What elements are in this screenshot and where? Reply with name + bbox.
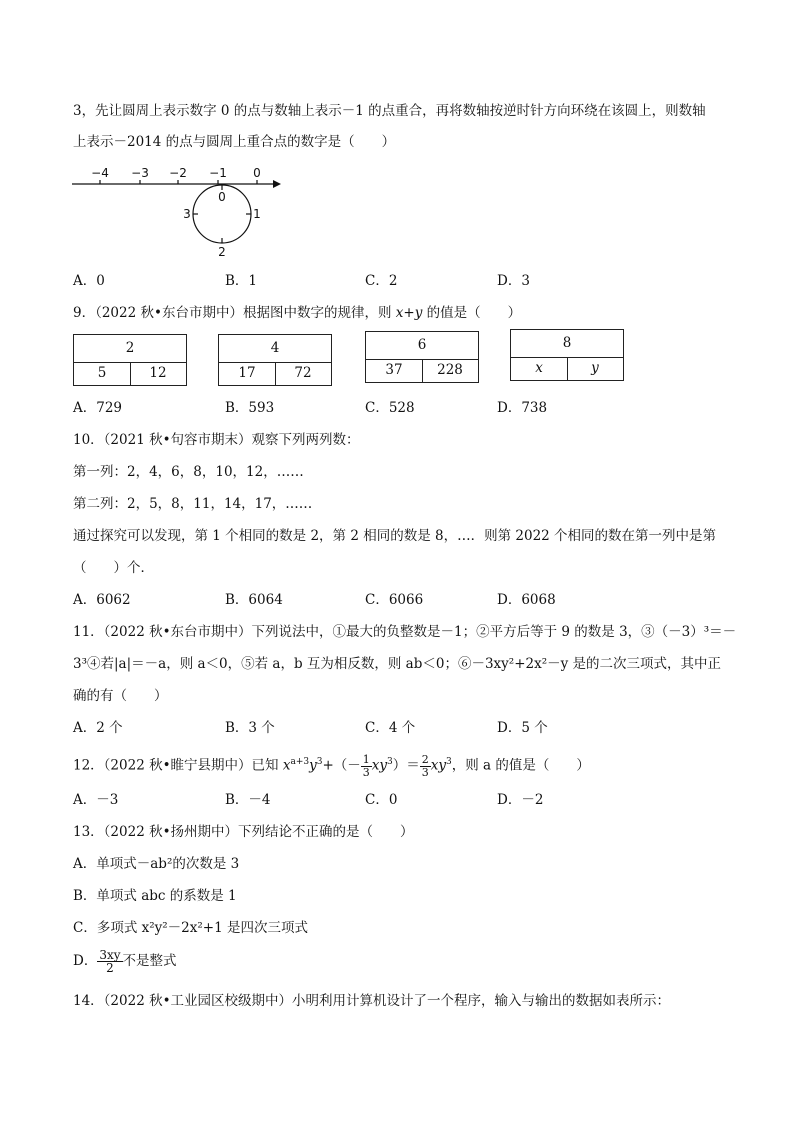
number-box-1 [73,334,187,386]
number-box-4 [510,329,624,381]
q12-suffix: ，则 a 的值是（ ） [451,757,590,774]
q11-line3: 确的有（ ） [73,688,168,704]
box-top: 4 [219,335,331,363]
box-right: 72 [294,365,312,381]
fraction-num: 2 [421,752,429,766]
box-top: 8 [511,330,623,358]
q9-stem [73,304,521,322]
q9-options [73,399,733,417]
q12-options [73,791,733,809]
q9-var-x: x [395,305,404,321]
option-b[interactable]: B．6064 [225,592,283,608]
q10-line3: 通过探究可以发现，第 1 个相同的数是 2，第 2 相同的数是 8，…．则第 2022 个相同的数在第一列中是第 [73,528,717,544]
option-b[interactable]: B．3 个 [225,720,275,736]
box-right: y [591,360,599,376]
fraction-den: 2 [106,961,114,975]
box-top: 6 [366,332,478,360]
fraction-one-third [361,754,372,779]
fraction-3xy-over-2 [97,949,122,974]
q11-line1: 11．（2022 秋•东台市期中）下列说法中，①最大的负整数是－1；②平方后等于 9 的数是 3，③（－3）³＝－ [73,624,737,640]
box-left: x [511,357,568,380]
option-a[interactable]: A．－3 [73,792,119,808]
q12-exp: 3 [316,757,323,767]
fraction-num: 3xy [99,948,121,962]
option-c[interactable]: C．4 个 [365,720,416,736]
q12-term-xy: xy [371,757,388,774]
q10-stem: 10．（2021 秋•句容市期末）观察下列两列数： [73,432,360,448]
box-right: 12 [149,365,167,381]
option-a[interactable]: A．2 个 [73,720,123,736]
q14-stem: 14．（2022 秋•工业园区校级期中）小明利用计算机设计了一个程序，输入与输出的数据如表所示： [73,993,671,1009]
q9-stem-suffix: 的值是（ ） [422,305,522,321]
option-d[interactable]: D．3 [497,273,530,289]
fraction-num: 1 [362,752,370,766]
q12-exp: 3 [446,757,452,767]
q10-options [73,591,733,609]
option-d[interactable]: D．738 [497,400,548,416]
option-a[interactable]: A．6062 [73,592,131,608]
axis-label: −1 [209,166,227,180]
q12-exp: a+3 [290,757,310,767]
q11-line2: 3³④若|a|＝－a，则 a＜0，⑤若 a，b 互为相反数，则 ab＜0；⑥－3xy²+2x²－y 是的二次三项式，其中正 [73,656,722,672]
box-left: 5 [74,362,131,385]
q12-prefix: 12．（2022 秋•睢宁县期中）已知 [73,757,283,774]
q12-mid: +（－ [322,757,361,774]
number-box-2 [218,334,332,386]
q12-term-y: y [309,757,317,774]
number-line-circle-figure [70,160,290,260]
box-left: 37 [366,359,423,382]
q10-line4: （ ）个． [73,560,154,576]
option-d[interactable]: D．5 个 [497,720,548,736]
circle-label-left: 3 [183,207,191,221]
option-a[interactable]: A．0 [73,273,105,289]
q12-term-x: x [282,757,291,774]
axis-label: −3 [131,166,149,180]
box-left: 17 [219,362,276,385]
q13-optd-suffix: 不是整式 [122,953,177,969]
q13-option-b[interactable]: B．单项式 abc 的系数是 1 [73,888,237,904]
fraction-two-thirds [420,754,431,779]
q3-stem-line2: 上表示－2014 的点与圆周上重合点的数字是（ ） [73,134,396,150]
q3-stem-line1: 3，先让圆周上表示数字 0 的点与数轴上表示－1 的点重合，再将数轴按逆时针方向环绕在该圆上，则数轴 [73,103,706,119]
number-box-3 [365,331,479,383]
circle-label-top: 0 [218,190,226,204]
q10-row1: 第一列：2，4，6，8，10，12，…… [73,464,304,480]
option-c[interactable]: C．528 [365,400,415,416]
q3-options [73,272,733,290]
q12-exp: 3 [387,757,393,767]
q9-plus: + [403,305,415,321]
fraction-den: 3 [421,765,429,779]
box-top: 2 [74,335,186,363]
option-d[interactable]: D．－2 [497,792,544,808]
q13-option-c[interactable]: C．多项式 x²y²－2x²+1 是四次三项式 [73,920,308,936]
axis-label: 0 [253,166,261,180]
circle-label-bottom: 2 [218,245,226,259]
option-c[interactable]: C．6066 [365,592,424,608]
q13-option-a[interactable]: A．单项式－ab²的次数是 3 [73,856,240,872]
q9-var-y: y [414,305,423,321]
circle-label-right: 1 [253,207,261,221]
q11-options [73,719,733,737]
q13-option-d[interactable] [73,947,177,975]
q10-row2: 第二列：2，5，8，11，14，17，…… [73,496,313,512]
q13-stem: 13．（2022 秋•扬州期中）下列结论不正确的是（ ） [73,824,414,840]
option-d[interactable]: D．6068 [497,592,556,608]
option-b[interactable]: B．－4 [225,792,271,808]
fraction-den: 3 [362,765,370,779]
q12-stem [73,748,590,780]
axis-label: −4 [91,166,109,180]
option-c[interactable]: C．2 [365,273,398,289]
option-a[interactable]: A．729 [73,400,123,416]
axis-label: −2 [169,166,187,180]
option-b[interactable]: B．1 [225,273,258,289]
q12-term-xy: xy [430,757,447,774]
option-b[interactable]: B．593 [225,400,275,416]
q9-stem-prefix: 9．（2022 秋•东台市期中）根据图中数字的规律，则 [73,305,396,321]
option-c[interactable]: C．0 [365,792,398,808]
q13-optd-prefix: D． [73,953,98,969]
q12-eq: ）＝ [392,757,420,774]
box-right: 228 [437,362,463,378]
